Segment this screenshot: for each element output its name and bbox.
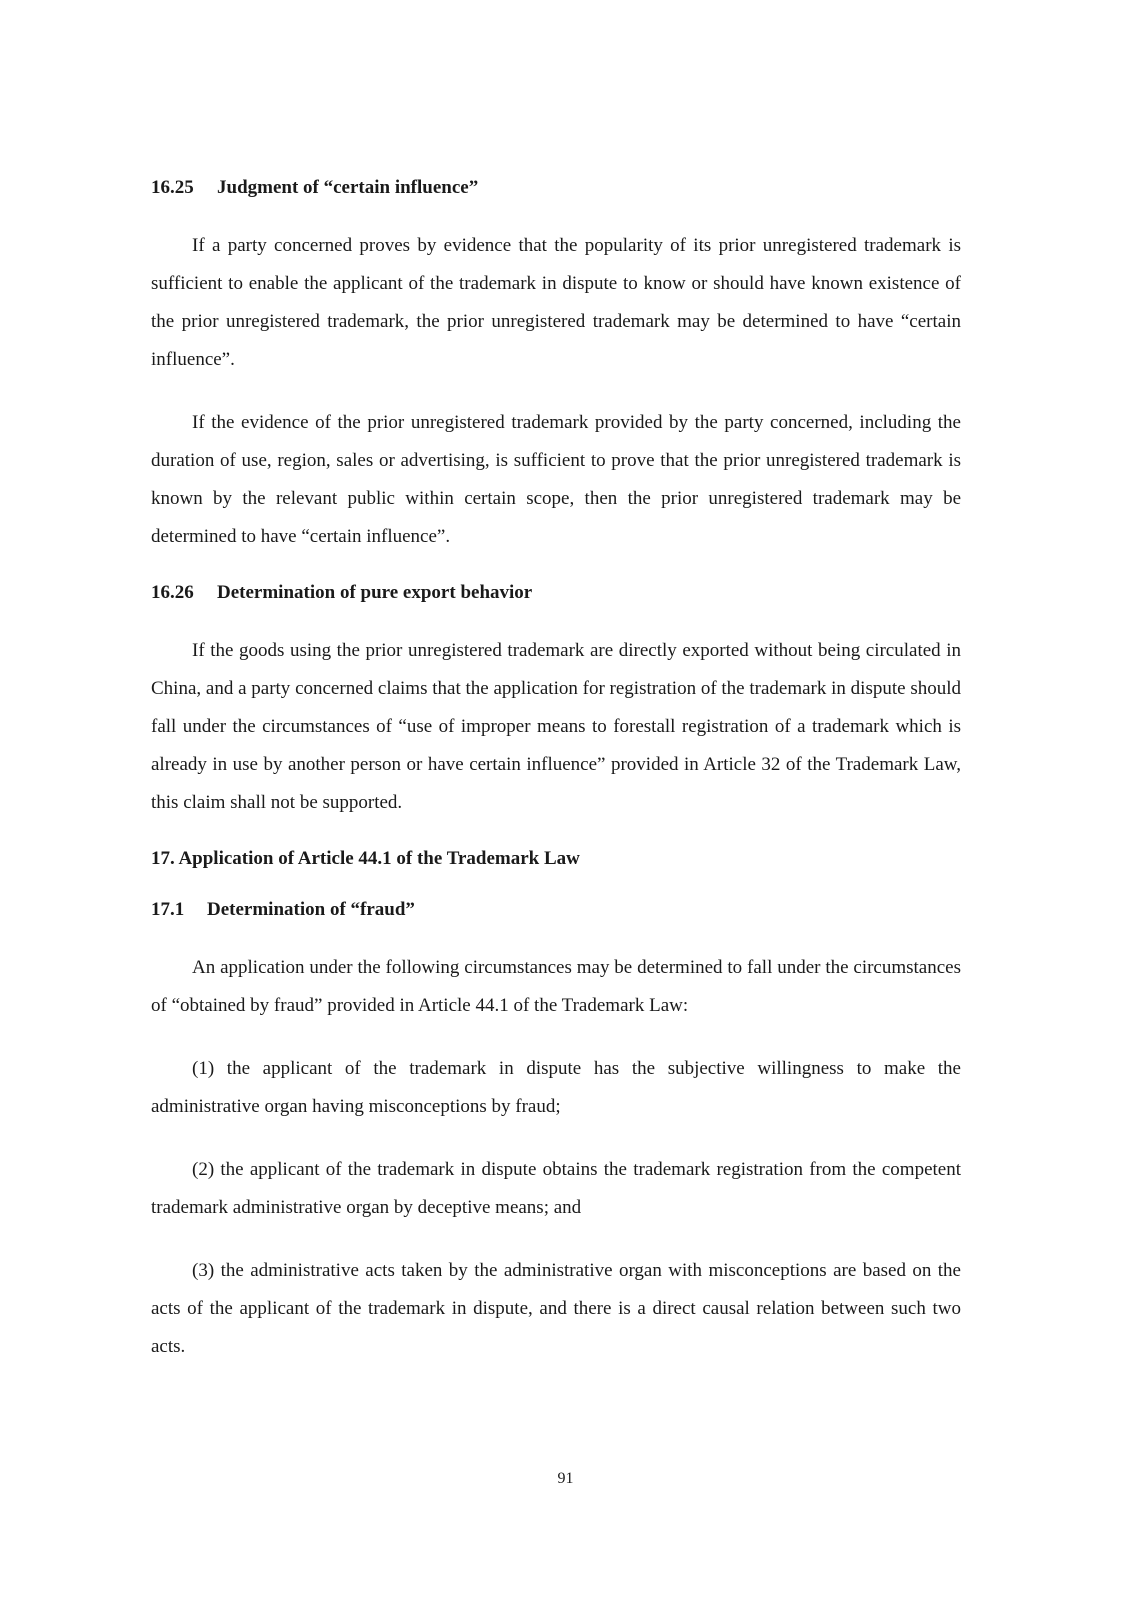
section-heading-16-25	[151, 174, 961, 202]
section-number: 17.1	[151, 899, 185, 920]
list-item: (3) the administrative acts taken by the administrative organ with misconceptions are based on the acts of the applicant of the trademark in dispute, and there is a direct causal relation between such two acts.	[151, 1260, 961, 1357]
section-heading-16-26	[151, 579, 961, 607]
paragraph: If the evidence of the prior unregistered trademark provided by the party concerned, including the duration of use, region, sales or advertising, is sufficient to prove that the prior unregistered trademark is known by the relevant public within certain scope, then the prior unregistered trademark may be determined to have “certain influence”.	[151, 412, 961, 547]
list-item: (1) the applicant of the trademark in dispute has the subjective willingness to make the administrative organ having misconceptions by fraud;	[151, 1058, 961, 1117]
section-number: 16.25	[151, 177, 194, 198]
section-heading-17: 17. Application of Article 44.1 of the Trademark Law	[151, 848, 580, 869]
page-content	[151, 174, 961, 1366]
section-title: Determination of pure export behavior	[217, 582, 533, 603]
page-number: 91	[557, 1470, 574, 1487]
section-title: Determination of “fraud”	[207, 899, 415, 920]
paragraph: If the goods using the prior unregistered trademark are directly exported without being circulated in China, and a party concerned claims that the application for registration of the trademark in dispute should fall under the circumstances of “use of improper means to forestall registration of a trademark which is already in use by another person or have certain influence” provided in Article 32 of the Trademark Law, this claim shall not be supported.	[151, 640, 961, 813]
section-number: 16.26	[151, 582, 194, 603]
list-item: (2) the applicant of the trademark in dispute obtains the trademark registration from the competent trademark administrative organ by deceptive means; and	[151, 1159, 961, 1218]
section-heading-17-1	[151, 896, 961, 924]
paragraph: An application under the following circumstances may be determined to fall under the circumstances of “obtained by fraud” provided in Article 44.1 of the Trademark Law:	[151, 957, 961, 1016]
section-title: Judgment of “certain influence”	[217, 177, 479, 198]
paragraph: If a party concerned proves by evidence that the popularity of its prior unregistered trademark is sufficient to enable the applicant of the trademark in dispute to know or should have known existence of the prior unregistered trademark, the prior unregistered trademark may be determined to have “certain influence”.	[151, 235, 961, 370]
